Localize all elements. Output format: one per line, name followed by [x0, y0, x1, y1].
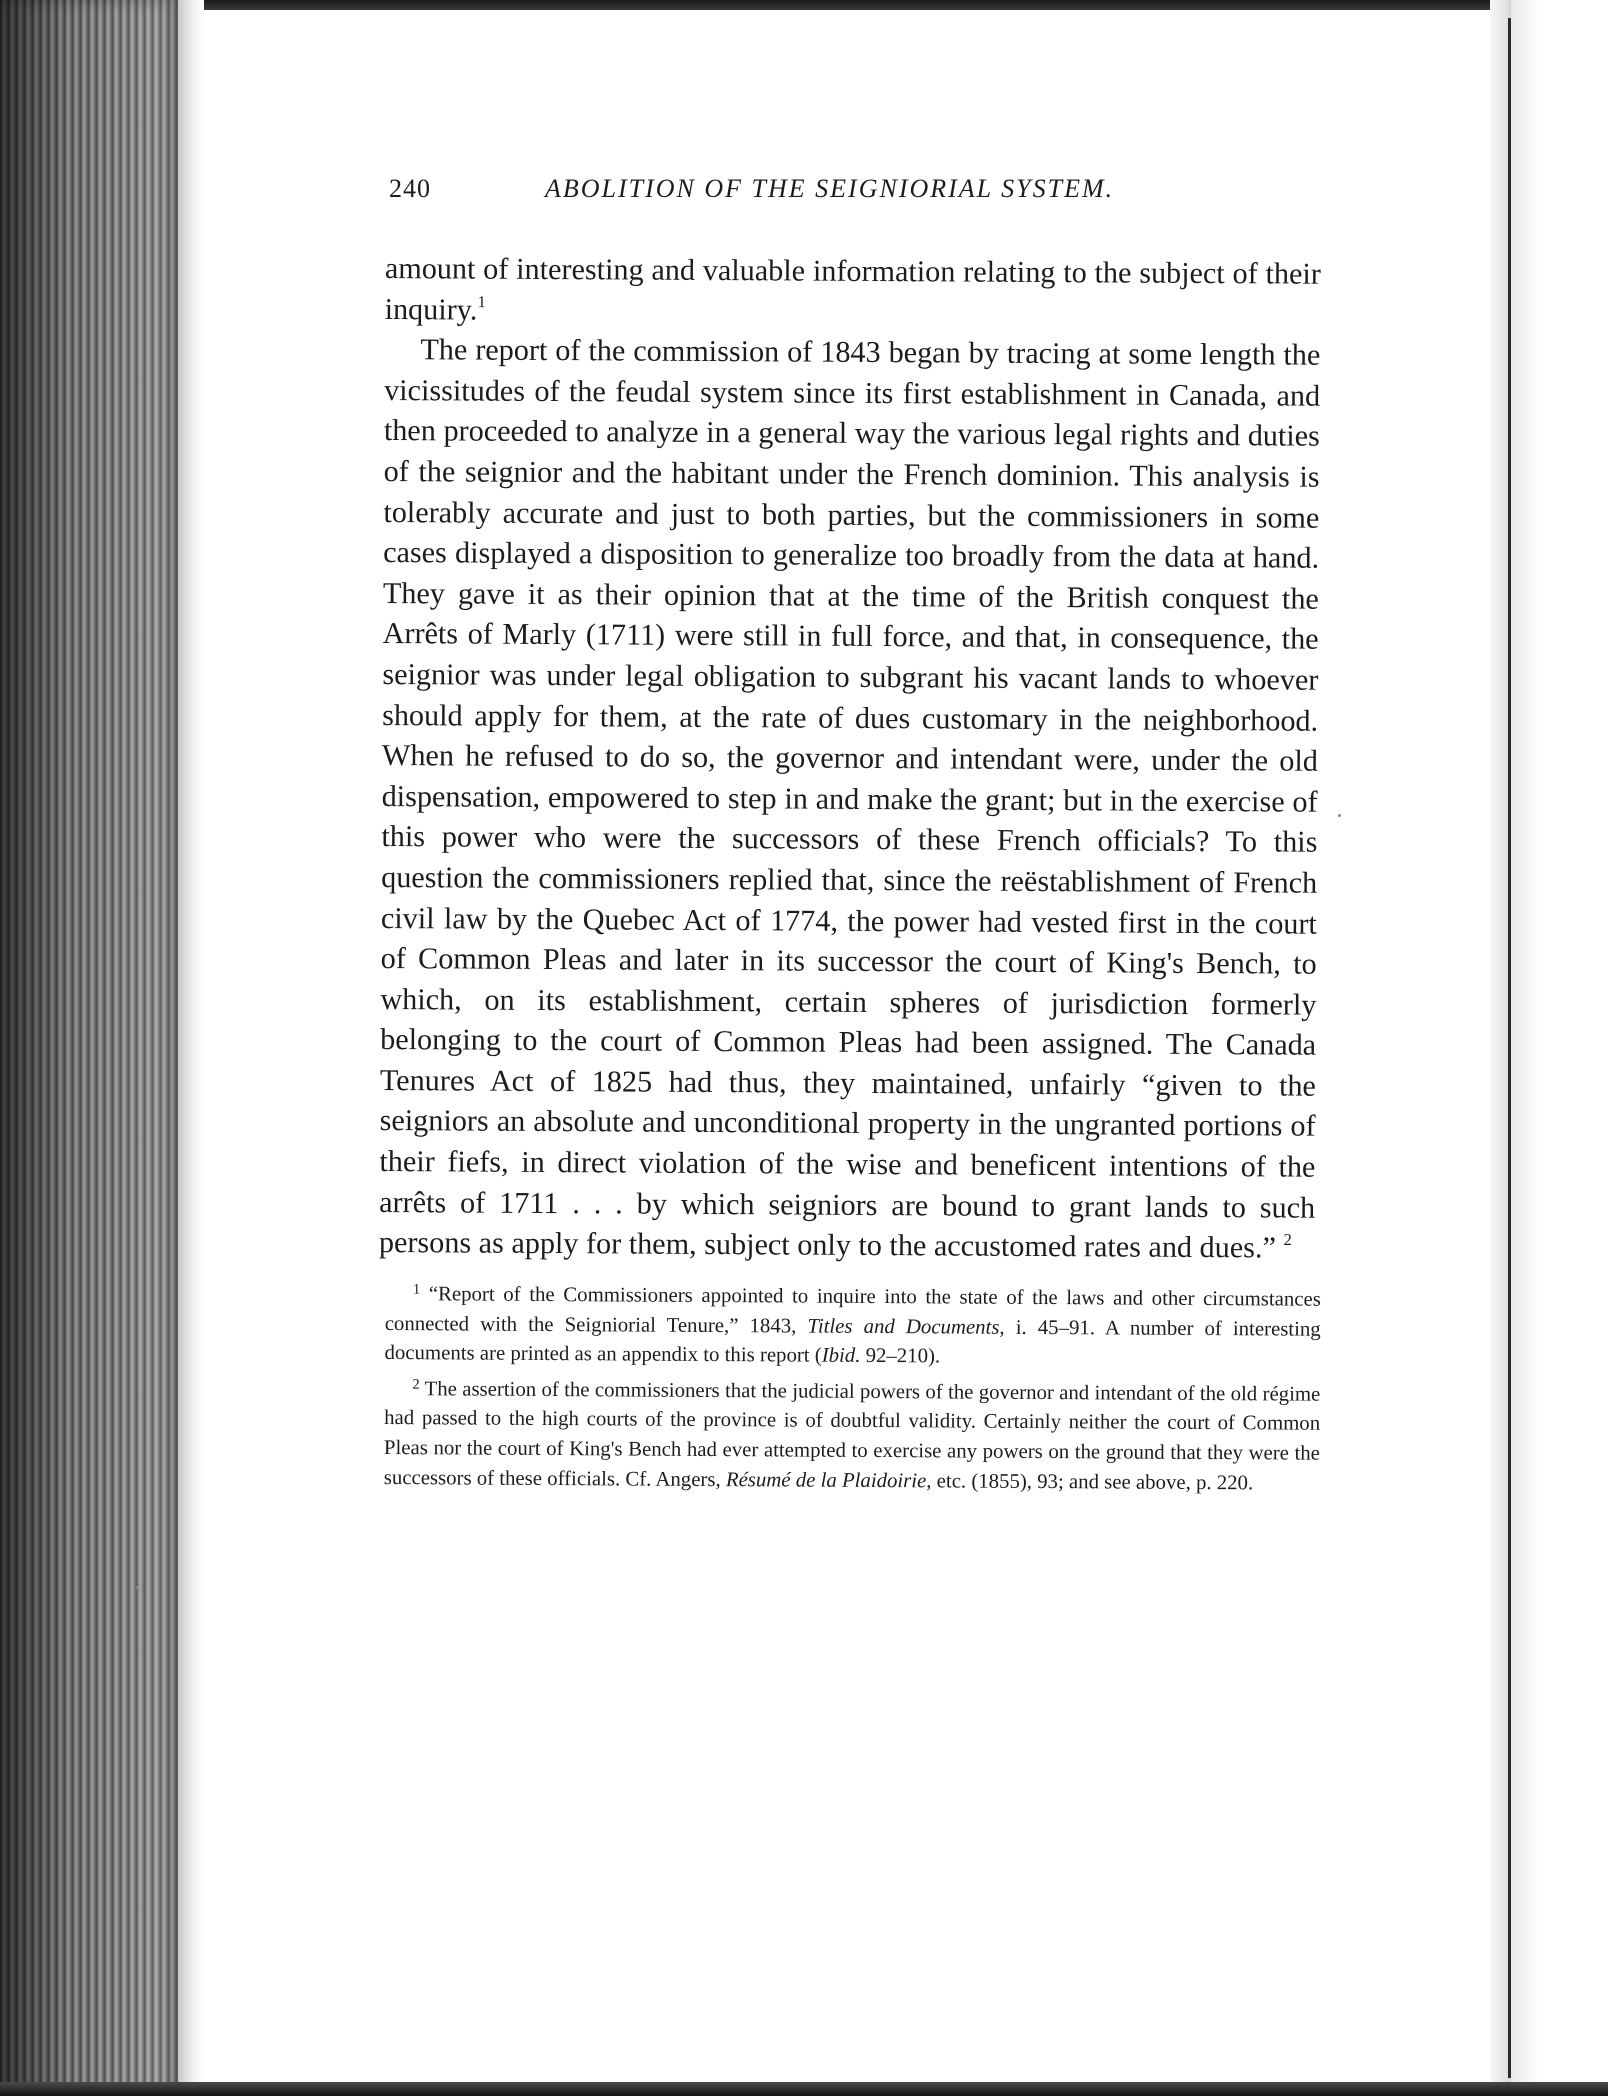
footnote-reference: 1 — [477, 291, 486, 311]
page-binding-shadow — [178, 0, 204, 2096]
footnote-1 — [384, 1279, 1321, 1373]
footnote-text: The assertion of the commissioners that the judicial powers of the governor and intendant of the old régime had passed to the high courts of the province is of doubtful validity. Certainly neither the court of Common Pleas nor the court of King's Bench had ever attempted to exercise any powers on the ground that they were the successors of these officials. Cf. Angers, — [383, 1376, 1321, 1491]
footnote-2 — [384, 1374, 1321, 1498]
footnote-text: , i. 45–91. A number of interesting documents are printed as an appendix to this report ( — [384, 1315, 1321, 1367]
book-page-edges — [0, 0, 178, 2096]
scan-top-border — [0, 0, 1608, 10]
body-paragraph — [385, 248, 1321, 335]
paper-speck — [1338, 814, 1341, 817]
page-content — [378, 168, 1321, 1498]
footnotes — [384, 1279, 1321, 1498]
body-paragraph — [379, 329, 1321, 1268]
footnote-reference: 2 — [1283, 1230, 1292, 1250]
scan-bottom-border — [0, 2082, 1608, 2096]
page-number: 240 — [389, 174, 431, 203]
footnote-number: 2 — [412, 1376, 420, 1393]
body-text — [379, 248, 1321, 1269]
paragraph-text: The report of the commission of 1843 began by tracing at some length the vicissitudes of the feudal system since its first establishment in Canada, and then proceeded to analyze in a general way the various legal rights and duties of the seignior and the habitant under the French dominion. This analysis is tolerably accurate and just to both parties, but the commissioners in some cases displayed a disposition to generalize too broadly from the data at hand. They gave it as their opinion that at the time of the British conquest the Arrêts of Marly (1711) were still in full force, and that, in consequence, the seignior was under legal obligation to subgrant his vacant lands to whoever should apply for them, at the rate of dues customary in the neighborhood. When he refused to do so, the governor and intendant were, under the old dispensation, empowered to step in and make the grant; but in the exercise of this power who were the successors of these French officials? To this question the commissioners replied that, since the reëstablishment of French civil law by the Quebec Act of 1774, the power had vested first in the court of Common Pleas and later in its successor the court of King's Bench, to which, on its establishment, certain spheres of jurisdiction formerly belonging to the court of Common Pleas had been assigned. The Canada Tenures Act of 1825 had thus, they maintained, unfairly “given to the seigniors an absolute and unconditional property in the ungranted portions of their fiefs, in direct violation of the wise and beneficent intentions of the arrêts of 1711 . . . by which seigniors are bound to grant lands to such persons as apply for them, subject only to the accustomed rates and dues.” — [378, 332, 1321, 1265]
paper-speck — [136, 1586, 139, 1589]
footnote-number: 1 — [412, 1281, 421, 1298]
footnote-italic: Résumé de la Plaidoirie — [725, 1467, 927, 1492]
footnote-text: “Report of the Commissioners appointed to inquire into the state of the laws and other circumstances connected with the Seigniorial Tenure,” 1843, — [384, 1282, 1321, 1338]
footnote-italic: Ibid. — [821, 1343, 861, 1367]
footnote-text: 92–210). — [860, 1343, 941, 1368]
facing-page-edge — [1511, 0, 1608, 2096]
running-head-title: ABOLITION OF THE SEIGNIORIAL SYSTEM. — [545, 174, 1115, 203]
paragraph-text: amount of interesting and valuable information relating to the subject of their inquiry. — [384, 250, 1321, 327]
running-head — [385, 168, 1321, 208]
footnote-text: , etc. (1855), 93; and see above, p. 220. — [926, 1468, 1254, 1494]
footnote-italic: Titles and Documents — [807, 1314, 1000, 1339]
